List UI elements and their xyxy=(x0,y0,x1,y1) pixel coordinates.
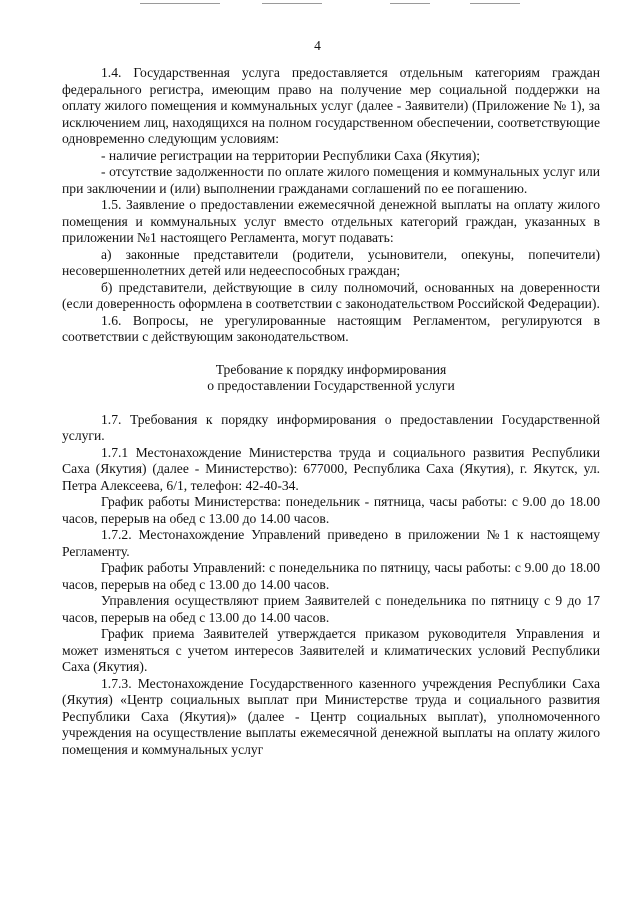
paragraph-1-5-a: а) законные представители (родители, усыновители, опекуны, попечители) несовершеннолетних детей или недееспособных граждан; xyxy=(62,246,600,278)
paragraph-reception-schedule: График приема Заявителей утверждается приказом руководителя Управления и может изменяться с учетом интересов Заявителей и климатических условий Республики Саха (Якутия). xyxy=(62,626,600,674)
section-heading-line-2: о предоставлении Государственной услуги xyxy=(207,378,455,393)
paragraph-1-5-b: б) представители, действующие в силу полномочий, основанных на доверенности (если доверенность оформлена в соответствии с законодательством Российской Федерации). xyxy=(62,279,600,311)
paragraph-1-7-2: 1.7.2. Местонахождение Управлений приведено в приложении №1 к настоящему Регламенту. xyxy=(62,527,600,559)
paragraph-ministry-schedule: График работы Министерства: понедельник - пятница, часы работы: с 9.00 до 18.00 часов, перерыв на обед с 13.00 до 14.00 часов. xyxy=(62,494,600,526)
paragraph-offices-schedule: График работы Управлений: с понедельника по пятницу, часы работы: с 9.00 до 18.00 часов, перерыв на обед с 13.00 до 14.00 часов. xyxy=(62,560,600,592)
top-edge-rule xyxy=(470,3,520,4)
top-edge-rule xyxy=(390,3,430,4)
paragraph-1-7-1: 1.7.1 Местонахождение Министерства труда и социального развития Республики Саха (Якутия) (далее - Министерство): 677000, Республика Саха (Якутия), г. Якутск, ул. Петра Алексеева, 6/1, телефон: 42-40-34. xyxy=(62,444,600,493)
top-edge-rule xyxy=(140,3,220,4)
paragraph-reception-hours: Управления осуществляют прием Заявителей с понедельника по пятницу с 9 до 17 часов, перерыв на обед с 13.00 до 14.00 часов. xyxy=(62,593,600,625)
spacer xyxy=(62,346,600,362)
section-heading-line-1: Требование к порядку информирования xyxy=(215,361,447,377)
condition-no-debt: - отсутствие задолженности по оплате жилого помещения и коммунальных услуг или при заключении и (или) выполнении гражданами соглашений по ее погашению. xyxy=(62,164,600,196)
document-body xyxy=(62,65,600,758)
paragraph-1-5: 1.5. Заявление о предоставлении ежемесячной денежной выплаты на оплату жилого помещения и коммунальных услуг вместо отдельных категорий граждан, указанных в приложении №1 настоящего Регламента, могут подавать: xyxy=(62,197,600,245)
paragraph-1-4: 1.4. Государственная услуга предоставляется отдельным категориям граждан федерального регистра, имеющим право на получение мер социальной поддержки на оплату жилого помещения и коммунальных услуг (далее - Заявители) (Приложение № 1), за исключением лиц, находящихся на полном государственном обеспечении, соответствующие одновременно следующим условиям: xyxy=(62,65,600,146)
paragraph-1-7: 1.7. Требования к порядку информирования о предоставлении Государственной услуги. xyxy=(62,411,600,443)
spacer xyxy=(62,395,600,412)
top-edge-rule xyxy=(262,3,322,4)
paragraph-1-7-3: 1.7.3. Местонахождение Государственного казенного учреждения Республики Саха (Якутия) «Центр социальных выплат при Министерстве труда и социального развития Республики Саха (Якутия)» (далее - Центр социальных выплат), уполномоченного учреждения на осуществление выплаты ежемесячной денежной выплаты на оплату жилого помещения и коммунальных услуг xyxy=(62,675,600,757)
paragraph-1-6: 1.6. Вопросы, не урегулированные настоящим Регламентом, регулируются в соответствии с действующим законодательством. xyxy=(62,312,600,344)
page-number: 4 xyxy=(314,38,321,53)
condition-registration: - наличие регистрации на территории Республики Саха (Якутия); xyxy=(101,147,480,163)
